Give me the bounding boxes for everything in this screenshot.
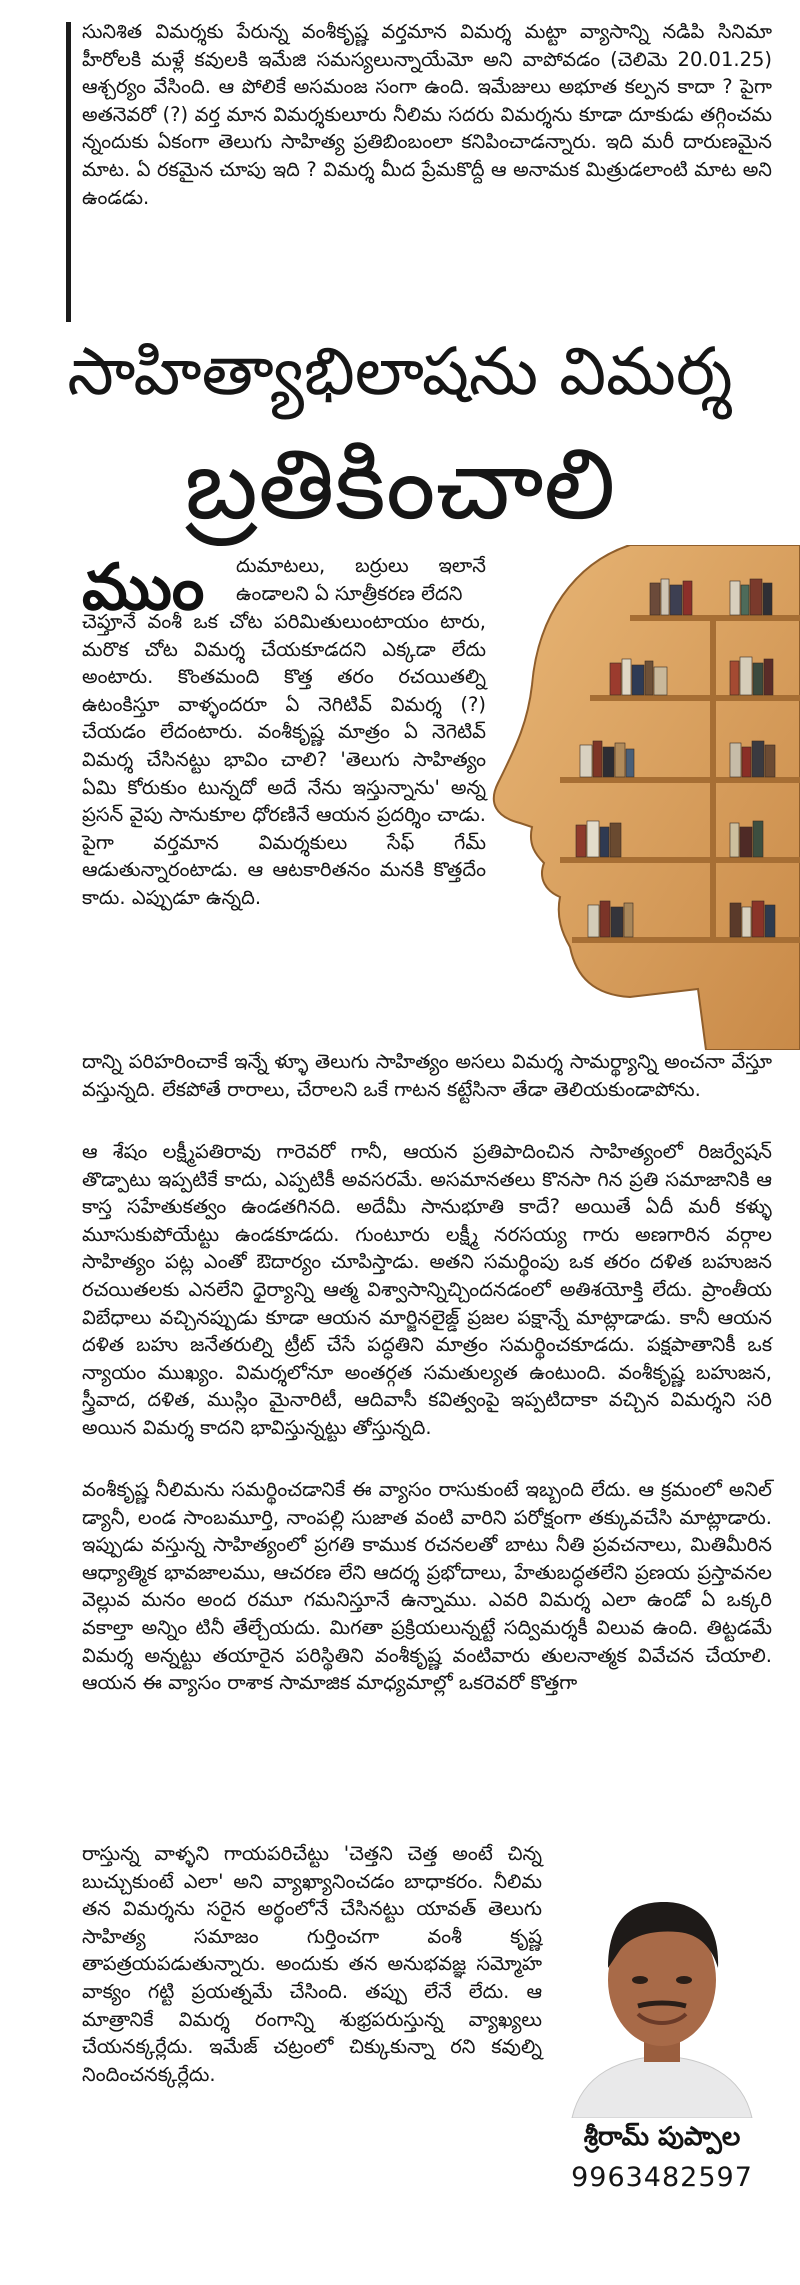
headline-line-2: బ్రతికించాలి [184,428,616,542]
author-portrait [552,1868,772,2118]
drop-cap: ముం [82,551,205,625]
lead-paragraph-end: దాన్ని పరిహరించాకే ఇన్నే ళ్ళూ తెలుగు సాహిత్యం అసలు విమర్శ సామర్థ్యాన్ని అంచనా వేస్తూ వస్తున్నది. లేకపోతే రారాలు, చేరాలని ఒకే గాటన కట్టేసినా తేడా తెలియకుండాపోను. [82,1050,772,1101]
body-paragraph-2: ఆ శేషం లక్ష్మీపతిరావు గారెవరో గానీ, ఆయన ప్రతిపాదించిన సాహిత్యంలో రిజర్వేషన్ తొడ్పాటు ఇప్పటికే కాదు, ఎప్పటికీ అవసరమే. అసమానతలు కొనసా గిన ప్రతి సమాజానికి ఆ కాస్త సహేతుకత్వం ఉండతగినది. అదేమీ సానుభూతి కాదే? అయితే ఏదీ మరీ కళ్ళు మూసుకుపోయేట్టు ఉండకూడదు. గుంటూరు లక్ష్మీ నరసయ్య గారు అణగారిన వర్గాల సాహిత్యం పట్ల ఎంతో ఔదార్యం చూపిస్తాడు. అతని సమర్థింపు ఒక తరం దళిత బహుజన రచయితలకు ఎనలేని ధైర్యాన్ని ఆత్మ విశ్వాసాన్నిచ్చిందనడంలో అతిశయోక్తి లేదు. ప్రాంతీయ విబేధాలు వచ్చినప్పుడు కూడా ఆయన మార్జినలైజ్డ్ ప్రజల పక్షాన్నే మాట్లాడాడు. కానీ ఆయన దళిత బహు జనేతరుల్ని ట్రీట్ చేసే పద్ధతిని మాత్రం సమర్థించకూడదు. పక్షపాతానికీ ఒక న్యాయం ముఖ్యం. విమర్శలోనూ అంతర్గత సమతుల్యత ఉంటుంది. వంశీకృష్ణ బహుజన, స్త్రీవాద, దళిత, ముస్లిం మైనారిటీ, ఆదివాసీ కవిత్వంపై ఇప్పటిదాకా వచ్చిన విమర్శని సరి అయిన విమర్శ కాదని భావిస్తున్నట్టు తోస్తున్నది. [82,1140,772,1439]
author-phone: 9963482597 [571,2162,753,2193]
head-bookshelf-illustration [480,545,800,1050]
body-paragraph-4: రాస్తున్న వాళ్ళని గాయపరిచేట్టు 'చెత్తని చెత్త అంటే చిన్న బుచ్చుకుంటే ఎలా' అని వ్యాఖ్యానించడం బాధాకరం. నీలిమ తన విమర్శను సరైన అర్థంలోనే చేసినట్టు యావత్ తెలుగు సాహిత్య సమాజం గుర్తించగా వంశీ కృష్ణ తాపత్రయపడుతున్నారు. అందుకు తన అనుభవజ్ఞ సమ్మోహ వాక్యం గట్టి ప్రయత్నమే చేసింది. తప్పు లేనే లేదు. ఆ మాత్రానికే విమర్శ రంగాన్ని శుభ్రపరుస్తున్న వ్యాఖ్యలు చేయనక్కర్లేదు. ఇమేజ్ చట్రంలో చిక్కుకున్నా రని కవుల్ని నిందించనక్కర్లేదు. [82,1842,542,2086]
lead-paragraph-body: చెప్తూనే వంశీ ఒక చోట పరిమితులుంటాయం టారు, మరొక చోట విమర్శ చేయకూడదని ఎక్కడా లేదు అంటారు. కొంతమంది కొత్త తరం రచయితల్ని ఉటంకిస్తూ వాళ్ళందరూ ఏ నెగిటివ్ విమర్శ (?) చేయడం లేదంటారు. వంశీకృష్ణ మాత్రం ఏ నెగెటివ్ విమర్శ చేసినట్టు భావిం చాలి? 'తెలుగు సాహిత్యం ఏమి కోరుకుం టున్నదో అదే నేను ఇస్తున్నాను' అన్న ప్రసన్ వైపు సానుకూల ధోరణినే ఆయన ప్రదర్శిం చాడు. పైగా వర్తమాన విమర్శకులు సేఫ్ గేమ్ ఆడుతున్నారంటాడు. ఆ ఆటకారితనం మనకి కొత్తదేం కాదు. ఎప్పుడూ ఉన్నది. [82,610,486,909]
quote-rule [66,22,71,322]
lead-paragraph-start: దుమాటలు, బర్రులు ఇలానే ఉండాలని ఏ సూత్రీకరణ లేదని [236,554,486,605]
headline-line-1: సాహిత్యాభిలాషను విమర్శ [67,333,733,410]
body-paragraph-3: వంశీకృష్ణ నీలిమను సమర్థించడానికే ఈ వ్యాసం రాసుకుంటే ఇబ్బంది లేదు. ఆ క్రమంలో అనిల్ డ్యానీ, లండ సాంబమూర్తి, నాంపల్లి సుజాత వంటి వారిని పరోక్షంగా తక్కువచేసి మాట్లాడారు. ఇప్పుడు వస్తున్న సాహిత్యంలో ప్రగతి కాముక రచనలతో బాటు నీతి ప్రవచనాలు, మితిమీరిన ఆధ్యాత్మిక భావజాలము, ఆచరణ లేని ఆదర్శ ప్రభోదాలు, హేతుబద్ధతలేని ప్రణయ ప్రస్తావనల వెల్లువ మనం అంద రమూ గమనిస్తూనే ఉన్నాము. ఎవరి విమర్శ ఎలా ఉండో ఏ ఒక్కరి వకాల్తా అన్నిం టినీ తేల్చేయదు. మిగతా ప్రక్రియలున్నట్టే సద్విమర్శకీ విలువ ఉంది. తిట్టడమే విమర్శ అన్నట్టు తయారైన పరిస్థితిని వంశీకృష్ణ వంటివారు తులనాత్మక వివేచన చేయాలి. ఆయన ఈ వ్యాసం రాశాక సామాజిక మాధ్యమాల్లో ఒకరెవరో కొత్తగా [82,1478,772,1695]
author-name: శ్రీరామ్ పుప్పాల [583,2122,741,2152]
intro-paragraph: సునిశిత విమర్శకు పేరున్న వంశీకృష్ణ వర్తమాన విమర్శ మట్టా వ్యాసాన్ని నడిపి సినిమా హీరోలకి మళ్లే కవులకి ఇమేజి సమస్యలున్నాయేమో అని వాపోవడం (చెలిమె 20.01.25) ఆశ్చర్యం వేసింది. ఆ పోలికే అసమంజ సంగా ఉంది. ఇమేజులు అభూత కల్పన కాదా ? పైగా అతనెవరో (?) వర్త మాన విమర్శకులూరు నీలిమ సదరు విమర్శను కూడా దూకుడు తగ్గించమ న్నందుకు ఏకంగా తెలుగు సాహిత్య ప్రతిబింబంలా కనిపించాడన్నారు. ఇది మరీ దారుణమైన మాట. ఏ రకమైన చూపు ఇది ? విమర్శ మీద ప్రేమకొద్దీ ఆ అనామక మిత్రుడలాంటి మాట అని ఉండడు. [82,20,772,209]
